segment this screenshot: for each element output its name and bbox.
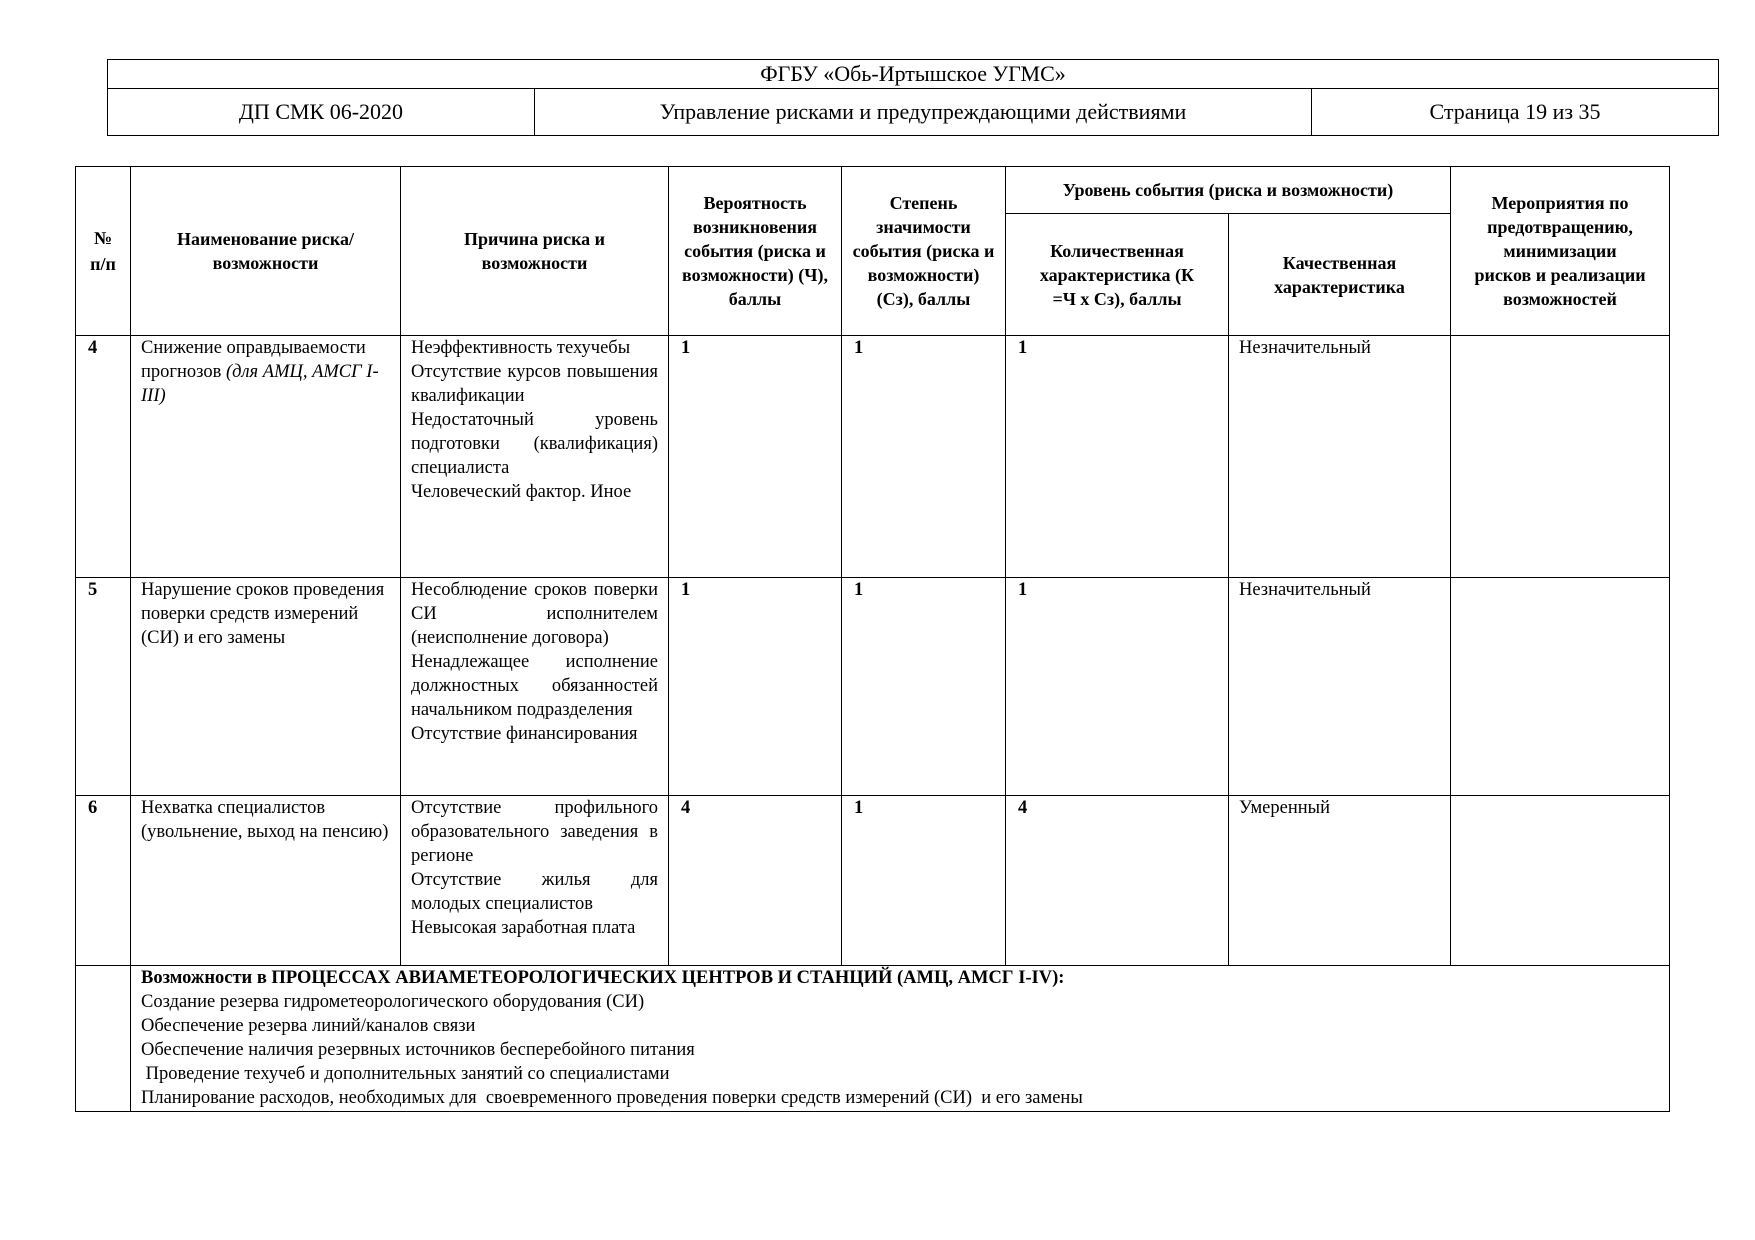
opportunity-item: Обеспечение наличия резервных источников бесперебойного питания [141,1040,695,1060]
document-header [107,59,1719,136]
qualitative-value: Незначительный [1229,336,1451,578]
cause-item: Человеческий фактор. Иное [411,482,632,502]
opportunities-num-cell [76,966,131,1112]
table-row [76,578,1670,796]
measures-value [1451,336,1670,578]
risk-causes [401,796,669,966]
quantitative-value: 4 [1006,796,1229,966]
risk-name-text: Нехватка специалистов (увольнение, выход на пенсию) [141,798,389,842]
opportunities-title: Возможности в ПРОЦЕССАХ АВИАМЕТЕОРОЛОГИЧЕСКИХ ЦЕНТРОВ И СТАНЦИЙ (АМЦ, АМСГ I-IV): [141,968,1065,988]
table-row [76,796,1670,966]
quantitative-value: 1 [1006,578,1229,796]
qualitative-value: Незначительный [1229,578,1451,796]
col-header-quantitative-text: Количественная характеристика (К =Ч х Сз), баллы [1039,240,1195,309]
col-header-quantitative [1006,214,1229,336]
opportunity-item: Создание резерва гидрометеорологического оборудования (СИ) [141,992,645,1012]
risk-name-text: Снижение оправдываемости прогнозов [141,338,366,382]
cause-item: Ненадлежащее исполнение должностных обязанностей начальником подразделения [411,652,658,720]
quantitative-value: 1 [1006,336,1229,578]
significance-value: 1 [842,336,1006,578]
measures-value [1451,578,1670,796]
qualitative-value: Умеренный [1229,796,1451,966]
col-header-measures-text: Мероприятия по предотвращению, минимизации рисков и реализации возможностей [1474,193,1646,309]
cause-item: Отсутствие профильного образовательного заведения в регионе [411,798,658,866]
risk-causes [401,336,669,578]
significance-value: 1 [842,578,1006,796]
row-num: 6 [76,796,131,966]
cause-item: Недостаточный уровень подготовки (квалификация) специалиста [411,410,658,478]
col-header-num-text: № п/п [90,228,116,274]
row-num: 4 [76,336,131,578]
opportunities-cell [131,966,1670,1112]
risk-table [75,166,1670,1112]
col-header-name [131,167,401,336]
risk-name [131,796,401,966]
risk-causes [401,578,669,796]
col-header-cause-text: Причина риска и возможности [463,229,606,273]
cause-item: Отсутствие финансирования [411,724,638,744]
col-header-significance-text: Степень значимости события (риска и возможности) (Сз), баллы [852,193,995,309]
page-info: Страница 19 из 35 [1312,89,1719,136]
col-header-probability [669,167,842,336]
col-header-cause [401,167,669,336]
cause-item: Неэффективность техучебы [411,338,631,358]
col-header-probability-text: Вероятность возникновения события (риска и возможности) (Ч), баллы [682,193,828,309]
document-code: ДП СМК 06-2020 [108,89,535,136]
cause-item: Невысокая заработная плата [411,918,636,938]
col-header-level: Уровень события (риска и возможности) [1006,167,1451,214]
col-header-name-text: Наименование риска/возможности [177,229,354,273]
risk-name [131,578,401,796]
document-title: Управление рисками и предупреждающими действиями [535,89,1312,136]
col-header-measures [1451,167,1670,336]
cause-item: Отсутствие жилья для молодых специалистов [411,870,658,914]
measures-value [1451,796,1670,966]
col-header-num [76,167,131,336]
opportunity-item: Проведение техучеб и дополнительных занятий со специалистами [141,1064,670,1084]
risk-name-note: (для АМЦ, АМСГ I-III) [141,362,379,406]
cause-item: Несоблюдение сроков поверки СИ исполнителем (неисполнение договора) [411,580,658,648]
risk-name [131,336,401,578]
organization-name: ФГБУ «Обь-Иртышское УГМС» [108,60,1719,89]
col-header-qualitative-text: Качественная характеристика [1274,252,1405,297]
opportunity-item: Обеспечение резерва линий/каналов связи [141,1016,476,1036]
cause-item: Отсутствие курсов повышения квалификации [411,362,658,406]
probability-value: 4 [669,796,842,966]
probability-value: 1 [669,336,842,578]
opportunity-item: Планирование расходов, необходимых для своевременного проведения поверки средств измерений (СИ) и его замены [141,1088,1083,1108]
row-num: 5 [76,578,131,796]
col-header-qualitative [1229,214,1451,336]
significance-value: 1 [842,796,1006,966]
col-header-significance [842,167,1006,336]
risk-name-text: Нарушение сроков проведения поверки средств измерений (СИ) и его замены [141,580,385,648]
opportunities-row [76,966,1670,1112]
table-row [76,336,1670,578]
probability-value: 1 [669,578,842,796]
